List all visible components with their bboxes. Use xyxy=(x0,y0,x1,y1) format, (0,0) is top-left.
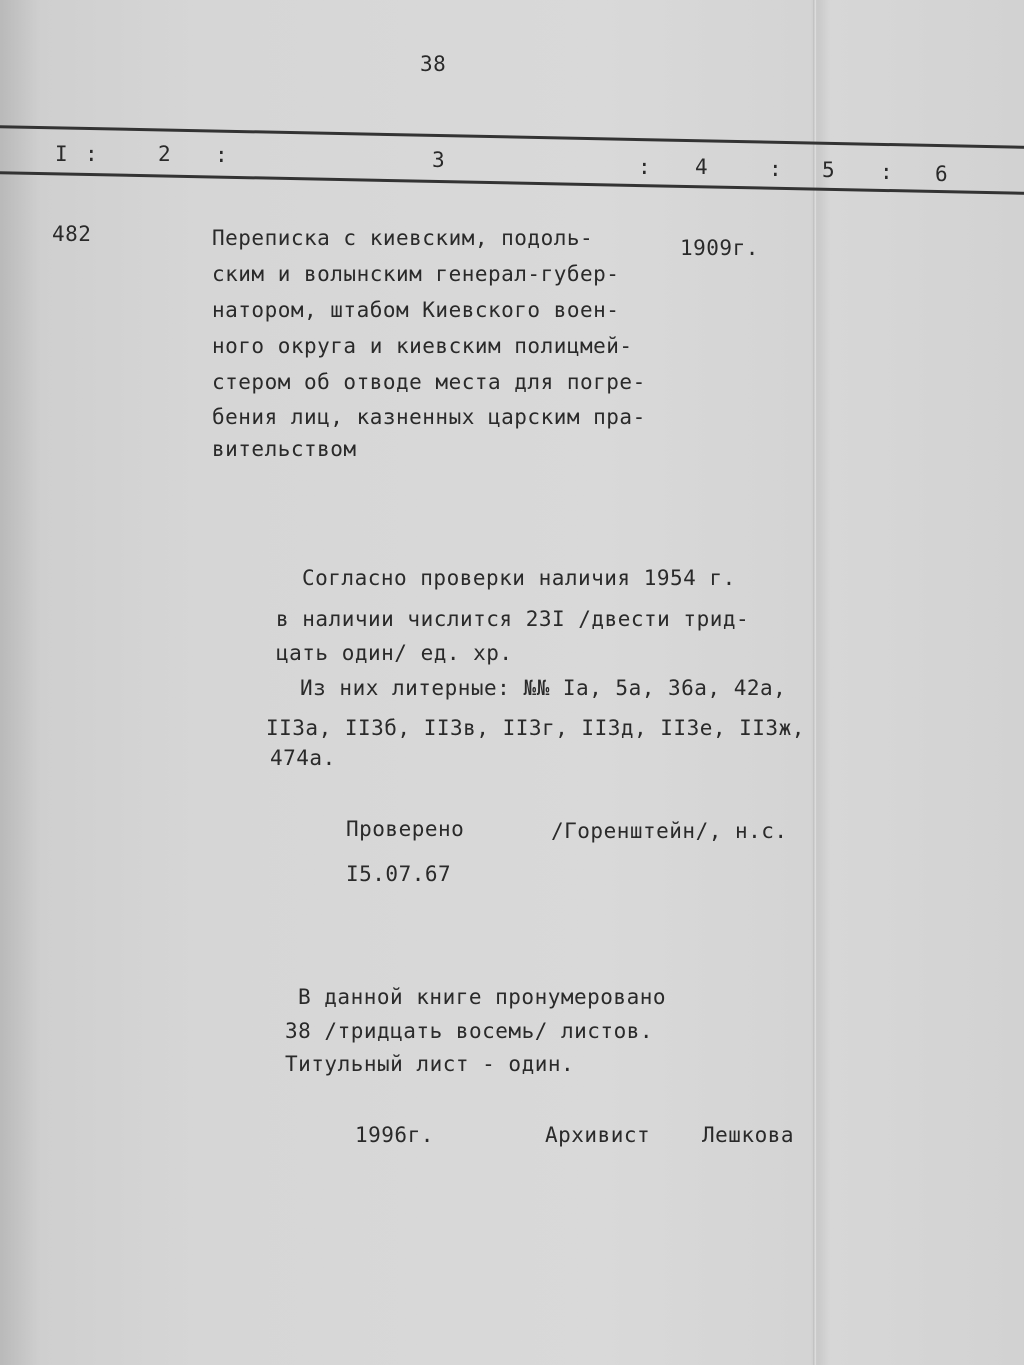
entry-title-line: Переписка с киевским, подоль- xyxy=(212,226,594,250)
archivist-name: Лешкова xyxy=(702,1123,795,1147)
column-header-3: 3 xyxy=(432,148,446,172)
entry-title-line: ским и волынским генерал-губер- xyxy=(212,262,620,286)
check-note-line: Из них литерные: №№ Iа, 5а, 36а, 42а, xyxy=(300,676,787,700)
column-header-1: I xyxy=(55,142,69,166)
entry-title-line: натором, штабом Киевского воен- xyxy=(212,298,620,322)
column-separator: : xyxy=(880,160,894,184)
entry-title-line: бения лиц, казненных царским пра- xyxy=(212,405,646,429)
column-header-2: 2 xyxy=(158,142,172,166)
entry-year: 1909г. xyxy=(680,236,759,260)
table-bottom-rule xyxy=(0,171,1024,195)
column-header-4: 4 xyxy=(695,155,709,179)
entry-title-line: стером об отводе места для погре- xyxy=(212,370,646,394)
archivist-label: Архивист xyxy=(545,1123,651,1147)
table-top-rule xyxy=(0,125,1024,149)
entry-title-line: ного округа и киевским полицмей- xyxy=(212,334,633,358)
column-separator: : xyxy=(85,142,99,166)
check-note-line: цать один/ ед. хр. xyxy=(276,641,513,665)
closing-year: 1996г. xyxy=(355,1123,434,1147)
closing-note-line: Титульный лист - один. xyxy=(285,1052,575,1076)
page-number: 38 xyxy=(420,52,447,76)
column-header-5: 5 xyxy=(822,158,836,182)
column-separator: : xyxy=(769,157,783,181)
closing-note-line: В данной книге пронумеровано xyxy=(298,985,667,1009)
verifier-name: /Горенштейн/, н.с. xyxy=(551,819,788,843)
entry-title-line: вительством xyxy=(212,437,357,461)
verification-date: I5.07.67 xyxy=(346,862,452,886)
check-note-line: в наличии числится 23I /двести трид- xyxy=(276,607,750,631)
paper-crease xyxy=(813,0,816,1365)
verified-label: Проверено xyxy=(346,817,465,841)
entry-number: 482 xyxy=(52,222,92,246)
closing-note-line: 38 /тридцать восемь/ листов. xyxy=(285,1019,654,1043)
check-note-line: Согласно проверки наличия 1954 г. xyxy=(302,566,736,590)
column-header-6: 6 xyxy=(935,162,949,186)
check-note-line: 474а. xyxy=(270,746,336,770)
check-note-line: II3а, II3б, II3в, II3г, II3д, II3е, II3ж, xyxy=(266,716,805,740)
column-separator: : xyxy=(215,143,229,167)
column-separator: : xyxy=(638,155,652,179)
